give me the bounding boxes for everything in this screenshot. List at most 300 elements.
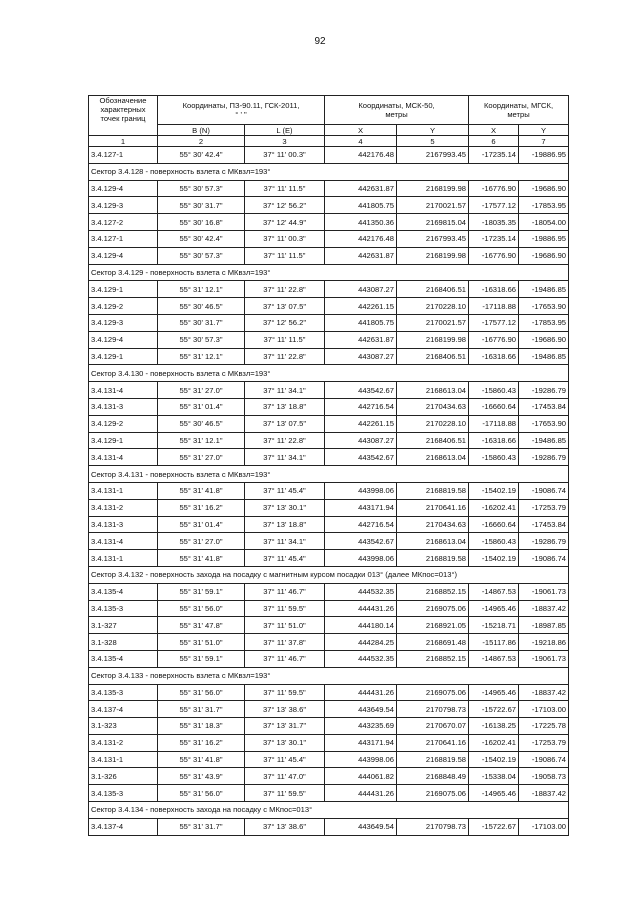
table-row: [89, 684, 569, 701]
msk-x: 442631.87: [325, 180, 397, 197]
coord-b: 55° 30' 46.5": [158, 298, 245, 315]
mgsk-x: -16318.66: [469, 348, 519, 365]
mgsk-x: -14965.46: [469, 684, 519, 701]
coord-l: 37° 11' 46.7": [245, 583, 325, 600]
msk-y: 2168406.51: [397, 348, 469, 365]
header-pz: [158, 96, 325, 125]
page-number: 92: [314, 36, 326, 47]
coord-b: 55° 31' 16.2": [158, 734, 245, 751]
coord-b: 55° 31' 01.4": [158, 516, 245, 533]
coord-b: 55° 30' 57.3": [158, 331, 245, 348]
section-row: [89, 365, 569, 382]
msk-y: 2170798.73: [397, 701, 469, 718]
mgsk-y: -17853.95: [519, 314, 569, 331]
msk-x: 443649.54: [325, 818, 397, 835]
table-header: [89, 96, 569, 147]
header-col-x1: X: [325, 125, 397, 136]
mgsk-x: -16318.66: [469, 281, 519, 298]
mgsk-y: -19486.85: [519, 432, 569, 449]
mgsk-x: -15722.67: [469, 818, 519, 835]
msk-y: 2170641.16: [397, 734, 469, 751]
coord-b: 55° 30' 57.3": [158, 180, 245, 197]
coord-b: 55° 30' 16.8": [158, 214, 245, 231]
coord-b: 55° 31' 27.0": [158, 533, 245, 550]
section-title: Сектор 3.4.131 - поверхность взлета с МКвзл=193°: [89, 466, 569, 483]
table-row: [89, 331, 569, 348]
mgsk-x: -16138.25: [469, 718, 519, 735]
coord-b: 55° 31' 18.3": [158, 718, 245, 735]
mgsk-y: -19686.90: [519, 331, 569, 348]
mgsk-x: -16776.90: [469, 247, 519, 264]
msk-x: 443998.06: [325, 751, 397, 768]
mgsk-x: -17118.88: [469, 415, 519, 432]
mgsk-x: -17577.12: [469, 314, 519, 331]
msk-x: 444284.25: [325, 634, 397, 651]
point-id: 3.4.129-4: [89, 247, 158, 264]
point-id: 3.4.131-1: [89, 751, 158, 768]
coord-b: 55° 30' 42.4": [158, 147, 245, 164]
msk-x: 444180.14: [325, 617, 397, 634]
coord-l: 37° 11' 00.3": [245, 147, 325, 164]
mgsk-y: -19286.79: [519, 533, 569, 550]
mgsk-x: -18035.35: [469, 214, 519, 231]
header-num-1: 1: [89, 136, 158, 147]
msk-x: 441805.75: [325, 197, 397, 214]
msk-y: 2167993.45: [397, 230, 469, 247]
table-row: [89, 482, 569, 499]
header-pz-units: ° ' ": [235, 110, 247, 119]
mgsk-y: -19061.73: [519, 583, 569, 600]
coord-b: 55° 31' 31.7": [158, 818, 245, 835]
coord-l: 37° 13' 38.6": [245, 701, 325, 718]
header-num-6: 6: [469, 136, 519, 147]
coord-b: 55° 31' 41.8": [158, 751, 245, 768]
coord-b: 55° 30' 42.4": [158, 230, 245, 247]
coord-l: 37° 11' 45.4": [245, 482, 325, 499]
msk-x: 442176.48: [325, 230, 397, 247]
mgsk-x: -16318.66: [469, 432, 519, 449]
table-row: [89, 230, 569, 247]
table-row: [89, 432, 569, 449]
msk-y: 2170021.57: [397, 197, 469, 214]
header-pz-title: Координаты, ПЗ-90.11, ГСК-2011,: [182, 101, 300, 110]
mgsk-x: -17577.12: [469, 197, 519, 214]
msk-y: 2170434.63: [397, 398, 469, 415]
point-id: 3.4.129-2: [89, 415, 158, 432]
point-id: 3.4.137-4: [89, 818, 158, 835]
coord-l: 37° 12' 56.2": [245, 314, 325, 331]
header-col-l: L (E): [245, 125, 325, 136]
coord-l: 37° 13' 38.6": [245, 818, 325, 835]
table-row: [89, 197, 569, 214]
point-id: 3.4.131-4: [89, 382, 158, 399]
mgsk-x: -14867.53: [469, 650, 519, 667]
msk-x: 443087.27: [325, 348, 397, 365]
table-row: [89, 533, 569, 550]
mgsk-x: -16660.64: [469, 516, 519, 533]
mgsk-y: -19218.86: [519, 634, 569, 651]
msk-y: 2168406.51: [397, 432, 469, 449]
coord-l: 37° 11' 34.1": [245, 382, 325, 399]
table-row: [89, 818, 569, 835]
mgsk-x: -15402.19: [469, 550, 519, 567]
table-row: [89, 298, 569, 315]
table-row: [89, 718, 569, 735]
section-row: [89, 264, 569, 281]
msk-x: 443235.69: [325, 718, 397, 735]
mgsk-y: -17653.90: [519, 415, 569, 432]
point-id: 3.1-328: [89, 634, 158, 651]
msk-y: 2168852.15: [397, 583, 469, 600]
point-id: 3.4.135-3: [89, 684, 158, 701]
mgsk-y: -17253.79: [519, 499, 569, 516]
section-title: Сектор 3.4.129 - поверхность взлета с МКвзл=193°: [89, 264, 569, 281]
msk-x: 443542.67: [325, 382, 397, 399]
msk-y: 2170228.10: [397, 415, 469, 432]
table-row: [89, 785, 569, 802]
mgsk-x: -17235.14: [469, 230, 519, 247]
point-id: 3.4.135-3: [89, 600, 158, 617]
mgsk-x: -15218.71: [469, 617, 519, 634]
table-row: [89, 516, 569, 533]
mgsk-y: -19286.79: [519, 382, 569, 399]
msk-x: 444532.35: [325, 650, 397, 667]
table-row: [89, 583, 569, 600]
coord-l: 37° 11' 34.1": [245, 533, 325, 550]
mgsk-y: -19686.90: [519, 180, 569, 197]
coord-l: 37° 13' 30.1": [245, 499, 325, 516]
msk-x: 443649.54: [325, 701, 397, 718]
header-msk-units: метры: [385, 110, 408, 119]
point-id: 3.4.137-4: [89, 701, 158, 718]
section-row: [89, 566, 569, 583]
point-id: 3.1-323: [89, 718, 158, 735]
msk-x: 444431.26: [325, 785, 397, 802]
coord-l: 37° 11' 00.3": [245, 230, 325, 247]
mgsk-x: -16202.41: [469, 499, 519, 516]
table-row: [89, 247, 569, 264]
point-id: 3.4.131-1: [89, 550, 158, 567]
msk-y: 2170641.16: [397, 499, 469, 516]
point-id: 3.4.135-4: [89, 650, 158, 667]
mgsk-x: -17235.14: [469, 147, 519, 164]
coord-l: 37° 13' 18.8": [245, 516, 325, 533]
msk-y: 2169815.04: [397, 214, 469, 231]
msk-y: 2168921.05: [397, 617, 469, 634]
mgsk-y: -17853.95: [519, 197, 569, 214]
coord-b: 55° 31' 47.8": [158, 617, 245, 634]
coord-l: 37° 12' 56.2": [245, 197, 325, 214]
msk-y: 2167993.45: [397, 147, 469, 164]
mgsk-x: -15722.67: [469, 701, 519, 718]
table-row: [89, 734, 569, 751]
msk-x: 442716.54: [325, 398, 397, 415]
msk-y: 2168852.15: [397, 650, 469, 667]
coord-b: 55° 31' 41.8": [158, 482, 245, 499]
msk-y: 2168406.51: [397, 281, 469, 298]
msk-y: 2168613.04: [397, 533, 469, 550]
coord-l: 37° 11' 45.4": [245, 550, 325, 567]
mgsk-y: -18837.42: [519, 600, 569, 617]
mgsk-x: -16776.90: [469, 331, 519, 348]
mgsk-y: -17253.79: [519, 734, 569, 751]
coord-b: 55° 31' 12.1": [158, 348, 245, 365]
mgsk-x: -17118.88: [469, 298, 519, 315]
coord-l: 37° 11' 11.5": [245, 180, 325, 197]
table-row: [89, 415, 569, 432]
section-title: Сектор 3.4.128 - поверхность взлета с МКвзл=193°: [89, 163, 569, 180]
coord-l: 37° 11' 22.8": [245, 348, 325, 365]
mgsk-x: -15860.43: [469, 382, 519, 399]
header-col-b: B (N): [158, 125, 245, 136]
point-id: 3.4.127-2: [89, 214, 158, 231]
point-id: 3.4.129-3: [89, 314, 158, 331]
coord-b: 55° 31' 56.0": [158, 600, 245, 617]
mgsk-x: -15117.86: [469, 634, 519, 651]
point-id: 3.4.131-2: [89, 734, 158, 751]
msk-x: 441350.36: [325, 214, 397, 231]
point-id: 3.4.127-1: [89, 230, 158, 247]
mgsk-x: -14965.46: [469, 600, 519, 617]
point-id: 3.4.129-4: [89, 180, 158, 197]
header-num-4: 4: [325, 136, 397, 147]
msk-x: 442716.54: [325, 516, 397, 533]
mgsk-y: -19886.95: [519, 147, 569, 164]
msk-y: 2169075.06: [397, 684, 469, 701]
point-id: 3.4.131-4: [89, 449, 158, 466]
msk-y: 2170434.63: [397, 516, 469, 533]
mgsk-x: -15860.43: [469, 449, 519, 466]
section-title: Сектор 3.4.132 - поверхность захода на посадку с магнитным курсом посадки 013° (далее МКпос=013°): [89, 566, 569, 583]
table-body: [89, 147, 569, 836]
header-num-5: 5: [397, 136, 469, 147]
coord-l: 37° 13' 07.5": [245, 298, 325, 315]
mgsk-y: -19086.74: [519, 482, 569, 499]
msk-y: 2170021.57: [397, 314, 469, 331]
msk-x: 443998.06: [325, 550, 397, 567]
coord-b: 55° 31' 59.1": [158, 583, 245, 600]
coord-l: 37° 13' 18.8": [245, 398, 325, 415]
table-row: [89, 600, 569, 617]
header-num-7: 7: [519, 136, 569, 147]
mgsk-x: -14965.46: [469, 785, 519, 802]
coord-b: 55° 31' 27.0": [158, 382, 245, 399]
header-designation: [89, 96, 158, 136]
msk-x: 442631.87: [325, 331, 397, 348]
coord-l: 37° 13' 30.1": [245, 734, 325, 751]
msk-x: 441805.75: [325, 314, 397, 331]
msk-y: 2168199.98: [397, 247, 469, 264]
table-row: [89, 499, 569, 516]
mgsk-y: -18054.00: [519, 214, 569, 231]
mgsk-y: -18837.42: [519, 785, 569, 802]
mgsk-y: -17453.84: [519, 398, 569, 415]
table-row: [89, 398, 569, 415]
msk-y: 2170670.07: [397, 718, 469, 735]
msk-x: 443171.94: [325, 499, 397, 516]
coord-l: 37° 11' 46.7": [245, 650, 325, 667]
mgsk-y: -19086.74: [519, 550, 569, 567]
coord-b: 55° 31' 12.1": [158, 281, 245, 298]
mgsk-y: -19286.79: [519, 449, 569, 466]
msk-x: 442631.87: [325, 247, 397, 264]
msk-x: 444431.26: [325, 684, 397, 701]
point-id: 3.4.127-1: [89, 147, 158, 164]
mgsk-y: -19061.73: [519, 650, 569, 667]
msk-x: 443087.27: [325, 281, 397, 298]
table-row: [89, 550, 569, 567]
point-id: 3.4.131-4: [89, 533, 158, 550]
table-row: [89, 147, 569, 164]
mgsk-y: -19486.85: [519, 348, 569, 365]
section-row: [89, 802, 569, 819]
point-id: 3.4.135-4: [89, 583, 158, 600]
coord-l: 37° 11' 37.8": [245, 634, 325, 651]
coord-b: 55° 31' 01.4": [158, 398, 245, 415]
table-row: [89, 281, 569, 298]
coord-b: 55° 31' 41.8": [158, 550, 245, 567]
point-id: 3.4.129-4: [89, 331, 158, 348]
coord-b: 55° 31' 51.0": [158, 634, 245, 651]
point-id: 3.4.131-2: [89, 499, 158, 516]
table-row: [89, 382, 569, 399]
msk-x: 443171.94: [325, 734, 397, 751]
coord-b: 55° 31' 27.0": [158, 449, 245, 466]
coord-b: 55° 31' 59.1": [158, 650, 245, 667]
table-row: [89, 751, 569, 768]
coord-b: 55° 30' 31.7": [158, 314, 245, 331]
msk-y: 2168199.98: [397, 180, 469, 197]
coord-l: 37° 11' 45.4": [245, 751, 325, 768]
msk-y: 2168691.48: [397, 634, 469, 651]
point-id: 3.1-327: [89, 617, 158, 634]
coord-l: 37° 13' 07.5": [245, 415, 325, 432]
msk-x: 443542.67: [325, 533, 397, 550]
msk-x: 442176.48: [325, 147, 397, 164]
msk-y: 2169075.06: [397, 785, 469, 802]
point-id: 3.4.131-3: [89, 398, 158, 415]
msk-y: 2170798.73: [397, 818, 469, 835]
mgsk-y: -17225.78: [519, 718, 569, 735]
mgsk-x: -16660.64: [469, 398, 519, 415]
msk-x: 444532.35: [325, 583, 397, 600]
header-col-x2: X: [469, 125, 519, 136]
coord-l: 37° 11' 51.0": [245, 617, 325, 634]
msk-x: 444061.82: [325, 768, 397, 785]
header-mgsk-title: Координаты, МГСК,: [483, 101, 554, 110]
coord-b: 55° 31' 56.0": [158, 684, 245, 701]
section-row: [89, 163, 569, 180]
coord-b: 55° 31' 16.2": [158, 499, 245, 516]
point-id: 3.4.129-3: [89, 197, 158, 214]
mgsk-x: -14867.53: [469, 583, 519, 600]
section-row: [89, 667, 569, 684]
coord-l: 37° 11' 34.1": [245, 449, 325, 466]
header-num-3: 3: [245, 136, 325, 147]
header-mgsk-units: метры: [507, 110, 530, 119]
msk-y: 2168613.04: [397, 449, 469, 466]
coord-l: 37° 11' 11.5": [245, 247, 325, 264]
point-id: 3.4.129-1: [89, 281, 158, 298]
section-title: Сектор 3.4.134 - поверхность захода на посадку с МКпос=013°: [89, 802, 569, 819]
mgsk-y: -19686.90: [519, 247, 569, 264]
coord-l: 37° 11' 47.0": [245, 768, 325, 785]
msk-y: 2168819.58: [397, 482, 469, 499]
coord-b: 55° 31' 43.9": [158, 768, 245, 785]
mgsk-x: -15402.19: [469, 751, 519, 768]
coordinates-table: [88, 95, 569, 836]
point-id: 3.4.129-1: [89, 348, 158, 365]
msk-y: 2168819.58: [397, 751, 469, 768]
coord-l: 37° 13' 31.7": [245, 718, 325, 735]
coord-l: 37° 11' 59.5": [245, 785, 325, 802]
msk-x: 443087.27: [325, 432, 397, 449]
msk-x: 442261.15: [325, 415, 397, 432]
msk-y: 2170228.10: [397, 298, 469, 315]
header-msk-title: Координаты, МСК-50,: [358, 101, 435, 110]
msk-x: 444431.26: [325, 600, 397, 617]
mgsk-x: -15338.04: [469, 768, 519, 785]
header-num-2: 2: [158, 136, 245, 147]
table-row: [89, 214, 569, 231]
point-id: 3.4.131-3: [89, 516, 158, 533]
coord-b: 55° 30' 46.5": [158, 415, 245, 432]
coord-l: 37° 11' 59.5": [245, 600, 325, 617]
point-id: 3.4.129-1: [89, 432, 158, 449]
table-row: [89, 650, 569, 667]
section-title: Сектор 3.4.130 - поверхность взлета с МКвзл=193°: [89, 365, 569, 382]
table-row: [89, 314, 569, 331]
msk-x: 443998.06: [325, 482, 397, 499]
coord-b: 55° 31' 56.0": [158, 785, 245, 802]
mgsk-y: -19086.74: [519, 751, 569, 768]
coord-l: 37° 11' 11.5": [245, 331, 325, 348]
coord-l: 37° 11' 59.5": [245, 684, 325, 701]
table-row: [89, 617, 569, 634]
header-mgsk: [469, 96, 569, 125]
coord-l: 37° 11' 22.8": [245, 281, 325, 298]
msk-x: 442261.15: [325, 298, 397, 315]
mgsk-x: -15402.19: [469, 482, 519, 499]
mgsk-y: -19486.85: [519, 281, 569, 298]
coord-l: 37° 11' 22.8": [245, 432, 325, 449]
mgsk-x: -16202.41: [469, 734, 519, 751]
coord-b: 55° 30' 31.7": [158, 197, 245, 214]
mgsk-y: -17453.84: [519, 516, 569, 533]
point-id: 3.4.135-3: [89, 785, 158, 802]
header-designation-text: Обозначение характерных точек границ: [99, 96, 147, 123]
msk-x: 443542.67: [325, 449, 397, 466]
table-row: [89, 348, 569, 365]
table-row: [89, 634, 569, 651]
table-row: [89, 701, 569, 718]
table-row: [89, 768, 569, 785]
mgsk-y: -19886.95: [519, 230, 569, 247]
point-id: 3.4.131-1: [89, 482, 158, 499]
mgsk-x: -16776.90: [469, 180, 519, 197]
mgsk-y: -17653.90: [519, 298, 569, 315]
mgsk-y: -18987.85: [519, 617, 569, 634]
section-title: Сектор 3.4.133 - поверхность взлета с МКвзл=193°: [89, 667, 569, 684]
header-col-y2: Y: [519, 125, 569, 136]
msk-y: 2168199.98: [397, 331, 469, 348]
coord-l: 37° 12' 44.9": [245, 214, 325, 231]
section-row: [89, 466, 569, 483]
mgsk-y: -18837.42: [519, 684, 569, 701]
point-id: 3.4.129-2: [89, 298, 158, 315]
mgsk-y: -17103.00: [519, 701, 569, 718]
msk-y: 2168819.58: [397, 550, 469, 567]
